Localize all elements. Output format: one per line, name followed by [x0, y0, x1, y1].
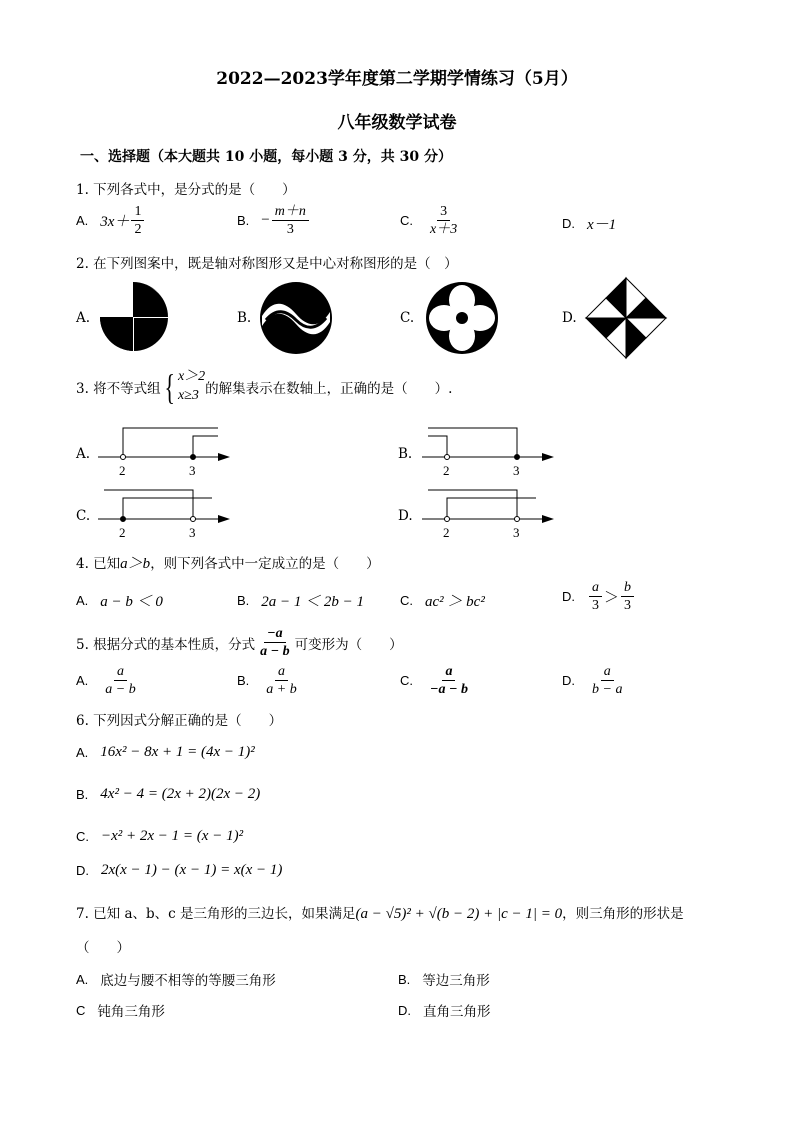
q4-option-c [400, 590, 485, 611]
option-label: A. [76, 593, 89, 608]
option-label: C. [400, 213, 413, 229]
q6-d-expr: 2x(x − 1) − (x − 1) = x(x − 1) [101, 862, 283, 878]
section-heading: 一、选择题（本大题共 10 小题，每小题 3 分，共 30 分） [80, 149, 452, 165]
q2-stem: 2. 在下列图案中，既是轴对称图形又是中心对称图形的是（ ） [76, 256, 458, 272]
q7-option-a [76, 969, 276, 989]
q7-stem [76, 902, 684, 923]
q4-stem-post: ，则下列各式中一定成立的是（ ） [150, 556, 380, 572]
option-label: D. [562, 216, 575, 231]
q4-b-expr: 2a − 1 ＜ 2b − 1 [261, 594, 365, 610]
exam-subtitle: 八年级数学试卷 [337, 113, 457, 133]
q6-option-b [76, 786, 260, 803]
option-label: D. [76, 863, 89, 878]
q5-b-num: a [275, 664, 288, 681]
numberline-b [418, 422, 558, 484]
q1-option-b [237, 204, 311, 238]
q5-b-den: a + b [266, 682, 297, 698]
tick-label: 2 [443, 525, 450, 540]
q1-c-num: 3 [437, 204, 450, 221]
q5-a-den: a − b [105, 682, 136, 698]
q7-b-text: 等边三角形 [422, 973, 490, 989]
numberline-a [94, 422, 234, 484]
option-label: A. [76, 673, 89, 689]
q6-option-d [76, 862, 282, 879]
q6-option-a [76, 744, 255, 761]
option-label: C [76, 1002, 86, 1018]
q6-option-c [76, 828, 243, 845]
q5-d-den: b − a [592, 682, 623, 698]
q1-a-num: 1 [131, 204, 144, 221]
q1-b-den: 3 [286, 222, 294, 238]
q7-stem-pre: 7. 已知 a、b、c 是三角形的三边长，如果满足 [76, 906, 356, 922]
option-label: C. [400, 673, 413, 689]
q7-option-d [398, 1000, 491, 1020]
option-label: C. [400, 593, 413, 608]
q7-stem-post: ，则三角形的形状是 [562, 906, 684, 922]
q6-b-expr: 4x² − 4 = (2x + 2)(2x − 2) [100, 786, 261, 802]
q5-a-num: a [114, 664, 127, 681]
tick-label: 3 [513, 525, 520, 540]
tick-label: 2 [119, 463, 126, 478]
option-label: B. [398, 971, 411, 987]
q5-option-a [76, 664, 141, 698]
option-label: D. [562, 673, 575, 689]
q5-num: −a [264, 626, 285, 643]
q7-option-c [76, 1000, 165, 1020]
q6-stem: 6. 下列因式分解正确的是（ ） [76, 713, 283, 729]
q4-d-den1: 3 [592, 598, 599, 614]
q4-stem [76, 552, 380, 573]
q1-d-expr: x－1 [587, 217, 617, 233]
q1-option-a [76, 204, 146, 238]
q4-d-num2: b [621, 580, 634, 597]
tick-label: 3 [189, 463, 196, 478]
q4-option-d [562, 580, 636, 614]
q3-stem-post: 的解集表示在数轴上，正确的是（ ）. [205, 380, 453, 397]
q5-c-den: −a − b [430, 682, 468, 698]
option-label: B. [237, 673, 250, 689]
tick-label: 2 [119, 525, 126, 540]
option-label: A. [76, 745, 89, 760]
q7-c-text: 钝角三角形 [97, 1004, 165, 1020]
q4-d-num1: a [589, 580, 602, 597]
q1-option-c [400, 204, 462, 238]
q7-paren: （ ） [76, 940, 130, 956]
q4-option-a [76, 590, 163, 611]
q5-option-b [237, 664, 302, 698]
q1-option-d [562, 213, 616, 234]
q2-label-b: B. [237, 310, 252, 326]
q1-a-prefix: 3x＋ [100, 214, 130, 231]
q7-option-b [398, 969, 490, 989]
q3-label-c: C. [76, 508, 91, 524]
q7-d-text: 直角三角形 [423, 1004, 491, 1020]
q2-label-d: D. [562, 310, 577, 326]
q1-stem: 1. 下列各式中，是分式的是（ ） [76, 182, 296, 198]
q3-label-b: B. [398, 446, 413, 462]
q5-option-d [562, 664, 627, 698]
q1-b-prefix: − [261, 212, 270, 229]
option-label: B. [237, 593, 250, 608]
q2-label-c: C. [400, 310, 415, 326]
wave-circle-figure-b [258, 280, 334, 356]
option-label: B. [237, 213, 250, 229]
q3-sys1: x＞2 [177, 369, 206, 384]
q1-c-den: x＋3 [430, 222, 458, 238]
q4-cond: a＞b [120, 556, 151, 572]
tick-label: 3 [513, 463, 520, 478]
q4-d-op: ＞ [604, 590, 620, 607]
q3-label-d: D. [398, 508, 413, 524]
q5-stem [76, 626, 403, 660]
q7-a-text: 底边与腰不相等的等腰三角形 [100, 973, 276, 989]
option-label: C. [76, 829, 89, 844]
q5-c-num: a [442, 664, 455, 681]
tick-label: 2 [443, 463, 450, 478]
option-label: B. [76, 787, 89, 802]
q1-a-den: 2 [134, 222, 142, 238]
q3-label-a: A. [76, 446, 91, 462]
option-label: A. [76, 971, 89, 987]
q7-cond: (a − √5)² + √(b − 2) + |c − 1| = 0 [355, 906, 563, 922]
option-label: D. [562, 589, 575, 605]
option-label: A. [76, 213, 89, 229]
exam-title: 2022—2023学年度第二学期学情练习（5月） [216, 69, 578, 89]
q5-d-num: a [601, 664, 614, 681]
option-label: D. [398, 1002, 411, 1018]
q4-option-b [237, 590, 364, 611]
triangle-pinwheel-figure-d [584, 276, 668, 360]
petal-circle-figure-c [424, 280, 500, 356]
pinwheel-figure-a [96, 280, 172, 354]
q5-stem-pre: 5. 根据分式的基本性质，分式 [76, 636, 256, 653]
tick-label: 3 [189, 525, 196, 540]
q4-stem-pre: 4. 已知 [76, 556, 121, 572]
q5-den: a − b [260, 644, 290, 660]
q5-option-c [400, 664, 473, 698]
q5-stem-post: 可变形为（ ） [294, 636, 403, 653]
q3-stem-pre: 3. 将不等式组 [76, 380, 161, 397]
q6-a-expr: 16x² − 8x + 1 = (4x − 1)² [100, 744, 255, 760]
q4-d-den2: 3 [624, 598, 632, 614]
numberline-c [94, 484, 234, 546]
q4-a-expr: a − b ＜ 0 [100, 594, 163, 610]
q1-b-num: m＋n [272, 204, 309, 221]
q3-sys2: x≥3 [177, 387, 199, 403]
q2-label-a: A. [76, 310, 91, 326]
q6-c-expr: −x² + 2x − 1 = (x − 1)² [101, 828, 244, 844]
q3-stem: 3. 将不等式组 { x＞2 x≥3 的解集表示在数轴上，正确的是（ ）. [76, 366, 453, 407]
numberline-d [418, 484, 558, 546]
q4-c-expr: ac² ＞ bc² [425, 594, 485, 610]
